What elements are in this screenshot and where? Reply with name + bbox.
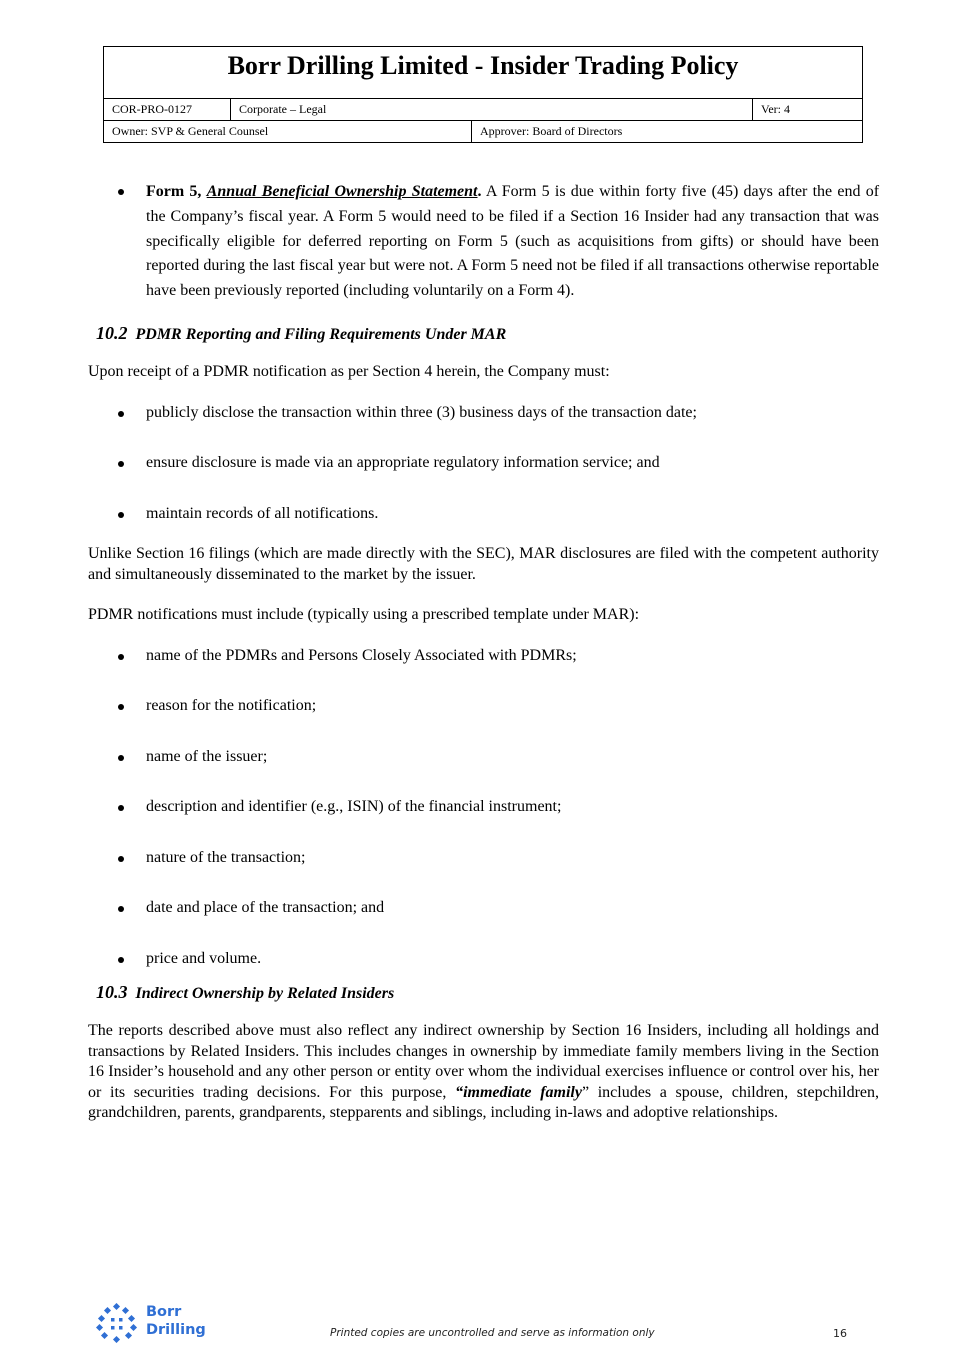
form5-name: Form 5, — [146, 183, 202, 200]
owner: Owner: SVP & General Counsel — [112, 124, 269, 138]
logo-text: Borr Drilling — [146, 1304, 206, 1338]
department: Corporate – Legal — [230, 99, 752, 120]
version: Ver: 4 — [752, 99, 862, 120]
section-10-2-intro: Upon receipt of a PDMR notification as per Section 4 herein, the Company must: — [88, 362, 610, 380]
list-item: maintain records of all notifications. — [88, 503, 879, 544]
header-row-roles — [104, 120, 862, 142]
list-item: name of the issuer; — [88, 746, 879, 797]
section-number: 10.3 — [96, 981, 128, 1002]
section-10-3-heading — [96, 981, 879, 1021]
section-title: Indirect Ownership by Related Insiders — [135, 984, 395, 1002]
list-item: nature of the transaction; — [88, 847, 879, 898]
page-content — [88, 180, 879, 1124]
company-logo — [96, 1303, 206, 1348]
defined-term: “immediate family — [455, 1083, 582, 1101]
list-item: description and identifier (e.g., ISIN) of the financial instrument; — [88, 796, 879, 847]
list-item: price and volume. — [88, 948, 879, 981]
document-header — [103, 46, 863, 143]
document-title: Borr Drilling Limited - Insider Trading Policy — [104, 47, 862, 99]
form5-text: A Form 5 is due within forty five (45) days after the end of the Company’s fiscal year. A Form 5 would need to be filed if a Section 16 Insider had any transaction that was specifically eligible for deferred reporting on Form 5 (such as acquisitions from gifts) or should have been reported during the last fiscal year but were not. A Form 5 need not be filed if all transactions otherwise reportable have been previously reported (including voluntarily on a Form 4). — [146, 183, 880, 300]
list-item: name of the PDMRs and Persons Closely Associated with PDMRs; — [88, 645, 879, 696]
doc-id: COR-PRO-0127 — [112, 102, 193, 116]
list-item: publicly disclose the transaction within three (3) business days of the transaction date; — [88, 402, 879, 453]
page-number: 16 — [833, 1327, 847, 1340]
approver: Approver: Board of Directors — [471, 121, 862, 142]
header-row-meta — [104, 99, 862, 120]
footer-disclaimer: Printed copies are uncontrolled and serve as information only — [330, 1327, 655, 1339]
section-10-2-paragraph: Unlike Section 16 filings (which are made directly with the SEC), MAR disclosures are filed with the competent authority and simultaneously disseminated to the market by the issuer. — [88, 544, 879, 583]
borr-logo-icon — [96, 1303, 140, 1343]
form5-bullet — [88, 180, 879, 304]
section-10-2-intro2: PDMR notifications must include (typically using a prescribed template under MAR): — [88, 605, 640, 623]
section-10-3-paragraph: The reports described above must also reflect any indirect ownership by Section 16 Insiders, including all holdings and transactions by Related Insiders. This includes changes in ownership by immediate family members living in the Section 16 Insider’s household and any other person or entity over whom the individual exercises influence or control over his, her or its securities trading decisions. For this purpose, “immediate family” includes a spouse, children, stepchildren, grandchildren, parents, grandparents, stepparents and siblings, including in-laws and adoptive relationships. — [88, 1021, 880, 1122]
list-item: date and place of the transaction; and — [88, 897, 879, 948]
form5-title: Annual Beneficial Ownership Statement — [206, 183, 478, 200]
section-10-2-heading — [96, 322, 879, 362]
section-number: 10.2 — [96, 322, 128, 343]
section-title: PDMR Reporting and Filing Requirements Under MAR — [135, 325, 507, 343]
list-item: reason for the notification; — [88, 695, 879, 746]
form5-period: . — [477, 183, 482, 200]
list-item: ensure disclosure is made via an appropriate regulatory information service; and — [88, 452, 879, 503]
